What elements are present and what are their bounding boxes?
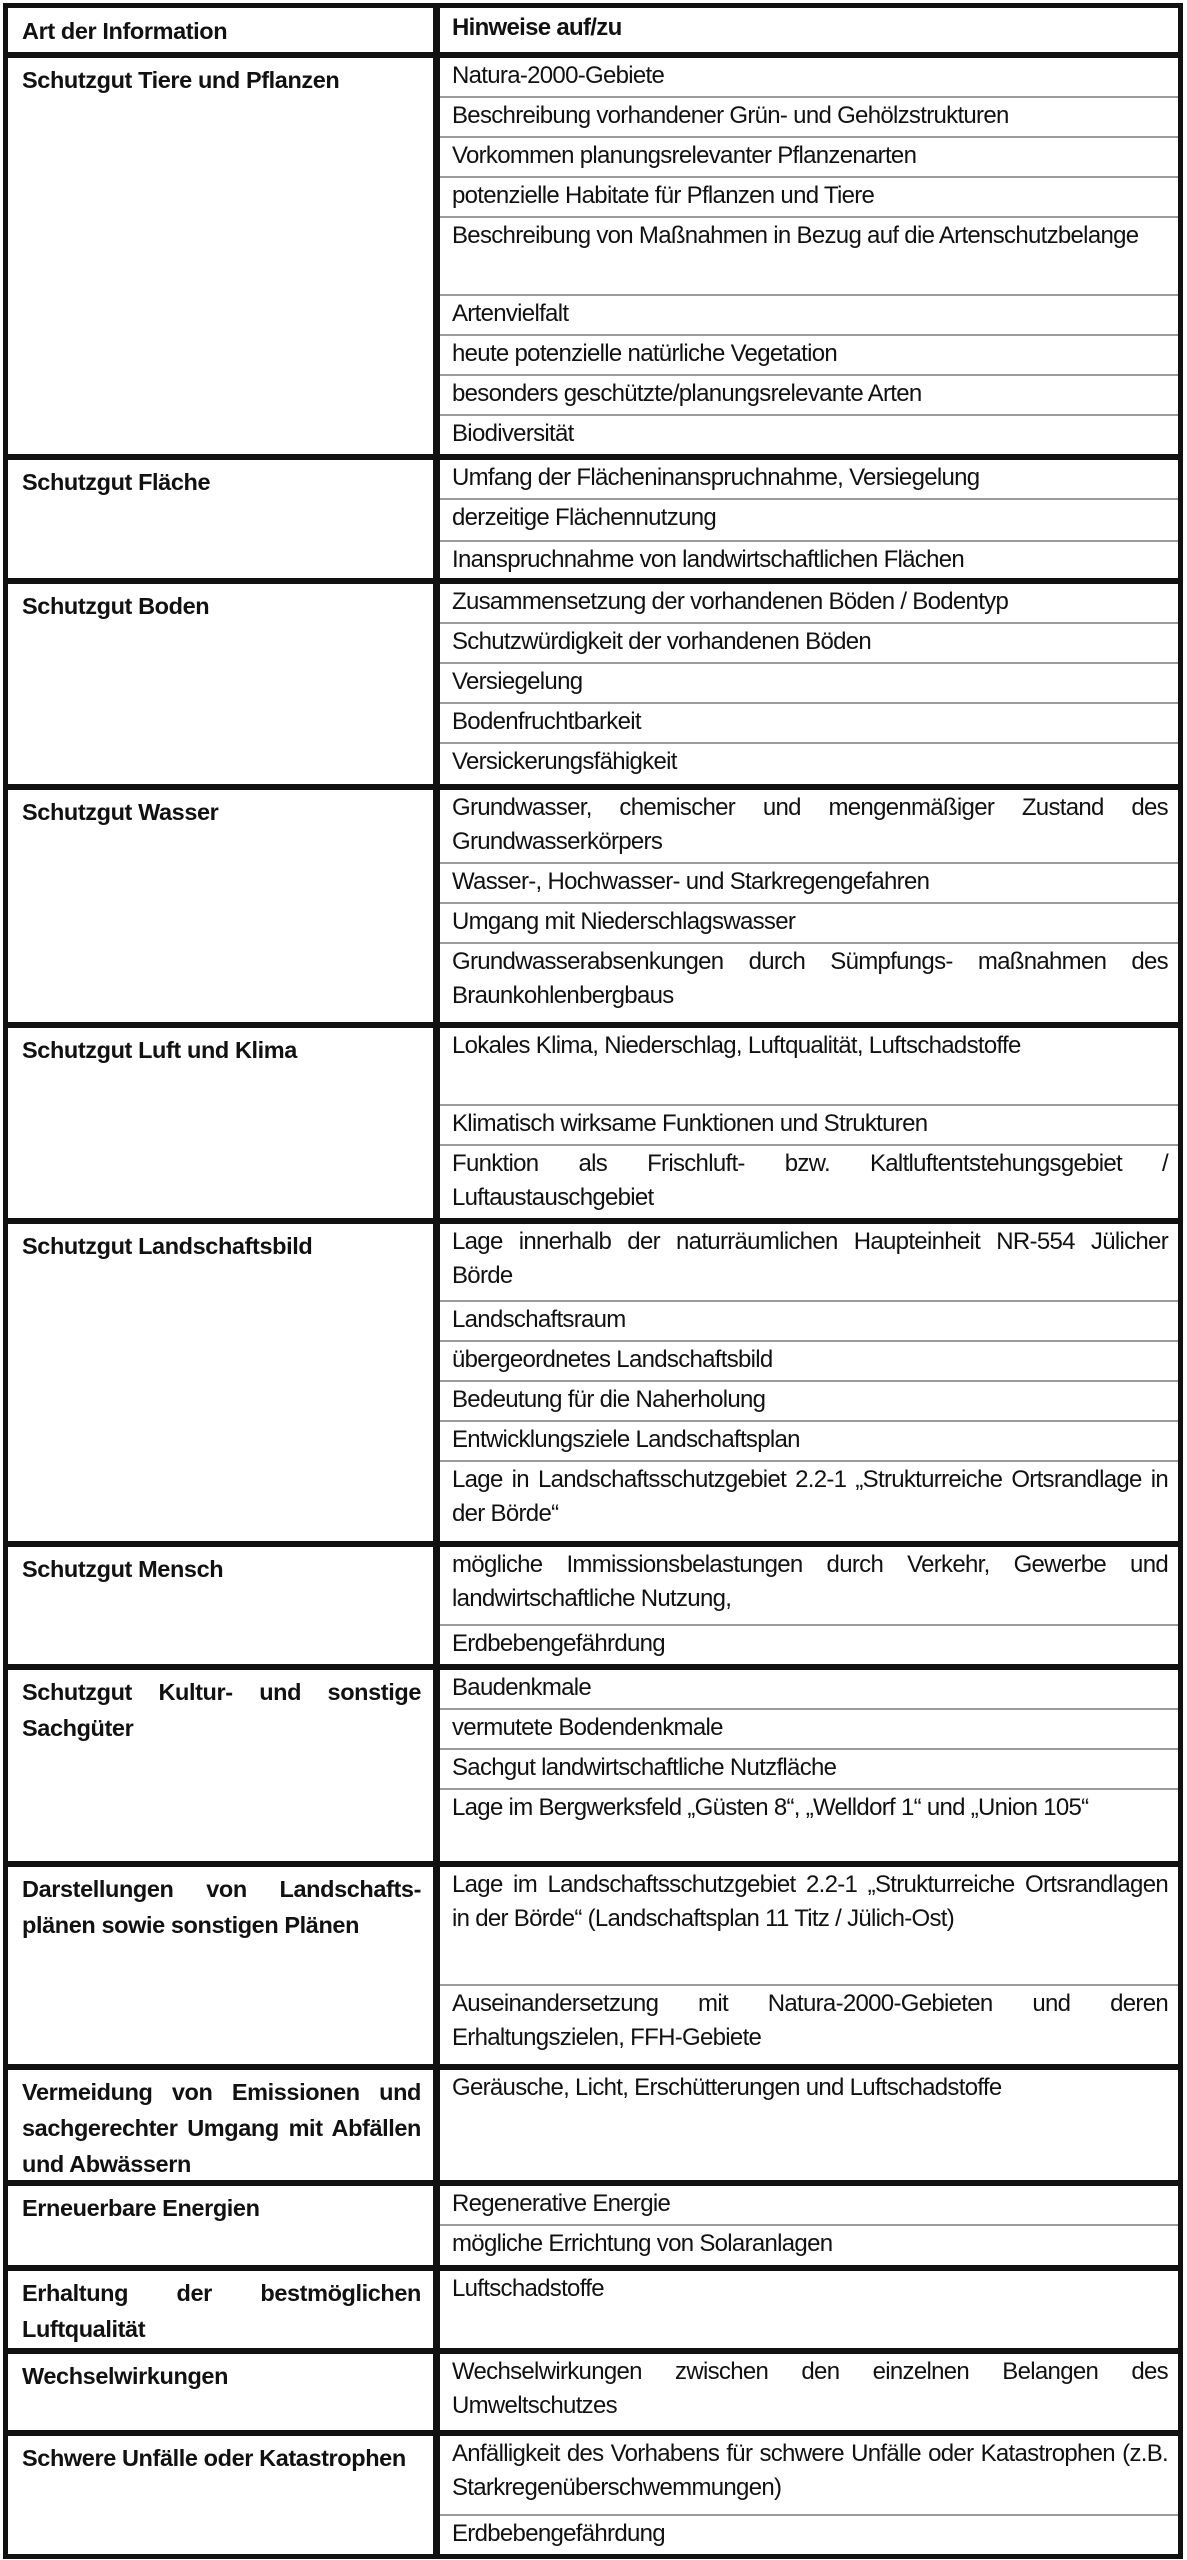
- hint-item: mögliche Immissionsbelastungen durch Verkehr, Gewerbe und landwirtschaftliche Nutzung,: [452, 1551, 1168, 1612]
- table-group-row: [8, 1218, 1178, 1541]
- hint-item: Lage im Landschaftsschutzgebiet 2.2-1 „Strukturreiche Ortsrandlagen in der Börde“ (Landschaftsplan 11 Titz / Jülich-Ost): [452, 1871, 1168, 1932]
- hint-item: Bodenfruchtbarkeit: [440, 702, 1178, 742]
- hint-item: Zusammensetzung der vorhandenen Böden / Bodentyp: [452, 588, 1009, 615]
- hint-item: Grundwasserabsenkungen durch Sümpfungs- maßnahmen des Braunkohlenbergbaus: [440, 942, 1178, 1022]
- table-group-row: [8, 2064, 1178, 2180]
- table-group-row: [8, 578, 1178, 784]
- column-header-hinweise: Hinweise auf/zu: [452, 14, 622, 41]
- hint-item: besonders geschützte/planungsrelevante Arten: [440, 374, 1178, 414]
- table-body: [8, 52, 1178, 2554]
- group-items: [440, 1028, 1178, 1218]
- hint-item: Lage in Landschaftsschutzgebiet 2.2-1 „Strukturreiche Ortsrandlage in der Börde“: [440, 1460, 1178, 1541]
- hint-item: derzeitige Flächennutzung: [440, 498, 1178, 540]
- table-group-row: [8, 1022, 1178, 1218]
- group-title: Schutzgut Tiere und Pflanzen: [8, 58, 440, 454]
- group-items: [440, 2354, 1178, 2430]
- information-table: [3, 3, 1183, 2559]
- group-title: Darstellungen von Landschafts- plänen sowie sonstigen Plänen: [8, 1867, 440, 2064]
- hint-item: Sachgut landwirtschaftliche Nutzfläche: [440, 1748, 1178, 1788]
- group-title: Schutzgut Landschaftsbild: [8, 1224, 440, 1541]
- hint-item: Funktion als Frischluft- bzw. Kaltluftentstehungsgebiet / Luftaustauschgebiet: [440, 1144, 1178, 1218]
- group-items: [440, 1547, 1178, 1664]
- hint-item: übergeordnetes Landschaftsbild: [440, 1340, 1178, 1380]
- group-items: [440, 790, 1178, 1022]
- hint-item: Natura-2000-Gebiete: [452, 62, 665, 89]
- group-items: [440, 58, 1178, 454]
- table-group-row: [8, 2348, 1178, 2430]
- group-title: Erneuerbare Energien: [8, 2186, 440, 2265]
- table-group-row: [8, 2180, 1178, 2265]
- hint-item: Lage innerhalb der naturräumlichen Haupteinheit NR-554 Jülicher Börde: [452, 1228, 1168, 1289]
- hint-item: potenzielle Habitate für Pflanzen und Tiere: [440, 176, 1178, 216]
- table-group-row: [8, 52, 1178, 454]
- hint-item: Lokales Klima, Niederschlag, Luftqualität, Luftschadstoffe: [452, 1032, 1021, 1059]
- hint-item: Biodiversität: [440, 414, 1178, 454]
- hint-item: Versiegelung: [440, 662, 1178, 702]
- hint-item: Beschreibung vorhandener Grün- und Gehölzstrukturen: [440, 96, 1178, 136]
- group-title: Vermeidung von Emissionen und sachgerechter Umgang mit Abfällen und Abwässern: [8, 2070, 440, 2180]
- hint-item: Erdbebengefährdung: [440, 2514, 1178, 2554]
- hint-item: Inanspruchnahme von landwirtschaftlichen Flächen: [440, 540, 1178, 578]
- table-group-row: [8, 1861, 1178, 2064]
- group-items: [440, 1670, 1178, 1861]
- hint-item: Versickerungsfähigkeit: [440, 742, 1178, 784]
- hint-item: Bedeutung für die Naherholung: [440, 1380, 1178, 1420]
- group-title: Schutzgut Mensch: [8, 1547, 440, 1664]
- group-items: [440, 1224, 1178, 1541]
- hint-item: Entwicklungsziele Landschaftsplan: [440, 1420, 1178, 1460]
- group-items: [440, 2436, 1178, 2554]
- hint-item: Umgang mit Niederschlagswasser: [440, 902, 1178, 942]
- hint-item: Anfälligkeit des Vorhabens für schwere Unfälle oder Katastrophen (z.B. Starkregenüberschwemmungen): [452, 2440, 1168, 2501]
- group-title: Wechselwirkungen: [8, 2354, 440, 2430]
- hint-item: Schutzwürdigkeit der vorhandenen Böden: [440, 622, 1178, 662]
- group-title: Erhaltung der bestmöglichen Luftqualität: [8, 2271, 440, 2348]
- group-items: [440, 2271, 1178, 2348]
- table-header-row: [8, 8, 1178, 52]
- hint-item: Erdbebengefährdung: [440, 1624, 1178, 1664]
- table-group-row: [8, 454, 1178, 578]
- hint-item: mögliche Errichtung von Solaranlagen: [440, 2224, 1178, 2265]
- hint-item: Grundwasser, chemischer und mengenmäßiger Zustand des Grundwasserkörpers: [452, 794, 1168, 855]
- group-items: [440, 460, 1178, 578]
- hint-item: Landschaftsraum: [440, 1300, 1178, 1340]
- table-group-row: [8, 2430, 1178, 2554]
- table-group-row: [8, 1664, 1178, 1861]
- group-title: Schutzgut Luft und Klima: [8, 1028, 440, 1218]
- hint-item: Umfang der Flächeninanspruchnahme, Versiegelung: [452, 464, 980, 491]
- hint-item: Wasser-, Hochwasser- und Starkregengefahren: [440, 862, 1178, 902]
- group-title: Schutzgut Wasser: [8, 790, 440, 1022]
- group-title: Schwere Unfälle oder Katastrophen: [8, 2436, 440, 2554]
- column-header-art-der-information: Art der Information: [8, 8, 440, 52]
- table-group-row: [8, 1541, 1178, 1664]
- table-group-row: [8, 784, 1178, 1022]
- group-items: [440, 2186, 1178, 2265]
- group-items: [440, 2070, 1178, 2180]
- hint-item: Regenerative Energie: [452, 2190, 671, 2217]
- hint-item: Artenvielfalt: [440, 294, 1178, 334]
- group-items: [440, 1867, 1178, 2064]
- group-title: Schutzgut Kultur- und sonstige Sachgüter: [8, 1670, 440, 1861]
- hint-item: Auseinandersetzung mit Natura-2000-Gebieten und deren Erhaltungszielen, FFH-Gebiete: [440, 1984, 1178, 2064]
- hint-item: vermutete Bodendenkmale: [440, 1708, 1178, 1748]
- hint-item: Beschreibung von Maßnahmen in Bezug auf die Artenschutzbelange: [440, 216, 1178, 294]
- group-title: Schutzgut Fläche: [8, 460, 440, 578]
- hint-item: Lage im Bergwerksfeld „Güsten 8“, „Welldorf 1“ und „Union 105“: [440, 1788, 1178, 1861]
- hint-item: Geräusche, Licht, Erschütterungen und Luftschadstoffe: [452, 2074, 1002, 2101]
- hint-item: Wechselwirkungen zwischen den einzelnen Belangen des Umweltschutzes: [452, 2358, 1168, 2419]
- hint-item: Vorkommen planungsrelevanter Pflanzenarten: [440, 136, 1178, 176]
- hint-item: Luftschadstoffe: [452, 2275, 604, 2302]
- hint-item: Klimatisch wirksame Funktionen und Strukturen: [440, 1104, 1178, 1144]
- hint-item: heute potenzielle natürliche Vegetation: [440, 334, 1178, 374]
- group-items: [440, 584, 1178, 784]
- hint-item: Baudenkmale: [452, 1674, 592, 1701]
- group-title: Schutzgut Boden: [8, 584, 440, 784]
- table-group-row: [8, 2265, 1178, 2348]
